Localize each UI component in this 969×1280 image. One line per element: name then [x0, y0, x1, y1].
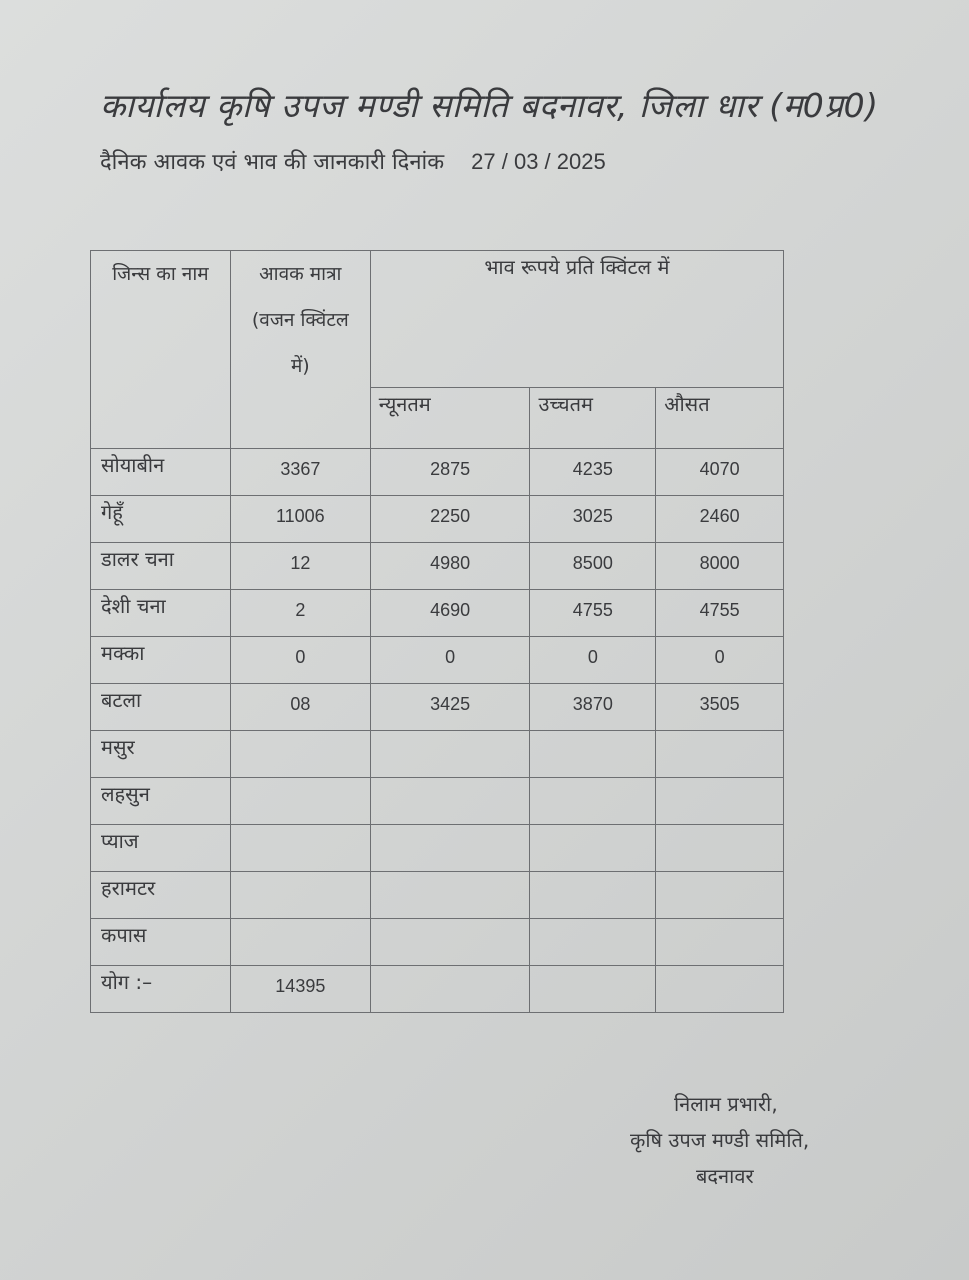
crop-name-cell: हरामटर	[91, 872, 231, 919]
avg-price-cell	[656, 825, 784, 872]
max-price-cell: 3025	[530, 496, 656, 543]
max-price-cell	[530, 966, 656, 1013]
crop-name-cell: प्याज	[91, 825, 231, 872]
crop-name-cell: कपास	[91, 919, 231, 966]
avg-price-cell	[656, 919, 784, 966]
arrival-cell: 14395	[230, 966, 370, 1013]
min-price-cell	[370, 731, 530, 778]
arrival-cell: 12	[230, 543, 370, 590]
max-price-header: उच्चतम	[530, 388, 656, 449]
crop-name-cell: मक्का	[91, 637, 231, 684]
table-row	[91, 684, 784, 731]
min-price-cell	[370, 919, 530, 966]
signature-block	[600, 1086, 900, 1194]
max-price-cell	[530, 731, 656, 778]
avg-price-cell: 8000	[656, 543, 784, 590]
rates-table	[90, 250, 784, 1013]
max-price-cell: 4755	[530, 590, 656, 637]
avg-price-cell: 2460	[656, 496, 784, 543]
crop-name-cell: देशी चना	[91, 590, 231, 637]
avg-price-cell	[656, 778, 784, 825]
avg-price-cell: 0	[656, 637, 784, 684]
table-row	[91, 543, 784, 590]
avg-price-cell: 4070	[656, 449, 784, 496]
max-price-cell	[530, 825, 656, 872]
price-header: भाव रूपये प्रति क्विंटल में	[370, 251, 783, 388]
crop-name-cell: सोयाबीन	[91, 449, 231, 496]
min-price-cell	[370, 872, 530, 919]
arrival-cell	[230, 919, 370, 966]
arrival-cell: 0	[230, 637, 370, 684]
arrival-header: आवक मात्रा (वजन क्विंटल में)	[230, 251, 370, 449]
avg-price-header: औसत	[656, 388, 784, 449]
table-row	[91, 966, 784, 1013]
max-price-cell: 4235	[530, 449, 656, 496]
avg-price-cell	[656, 731, 784, 778]
table-row	[91, 825, 784, 872]
signatory-place: बदनावर	[696, 1164, 754, 1188]
report-subtitle	[100, 146, 606, 176]
crop-name-cell: गेहूँ	[91, 496, 231, 543]
subtitle-text: दैनिक आवक एवं भाव की जानकारी दिनांक	[100, 150, 445, 175]
max-price-cell: 8500	[530, 543, 656, 590]
min-price-cell: 0	[370, 637, 530, 684]
min-price-cell: 4980	[370, 543, 530, 590]
arrival-cell: 11006	[230, 496, 370, 543]
avg-price-cell	[656, 966, 784, 1013]
signatory-office: कृषि उपज मण्डी समिति,	[630, 1128, 810, 1152]
arrival-cell	[230, 872, 370, 919]
table-row	[91, 872, 784, 919]
min-price-cell: 3425	[370, 684, 530, 731]
arrival-cell	[230, 731, 370, 778]
signatory-title: निलाम प्रभारी,	[674, 1092, 778, 1116]
crop-name-cell: योग :–	[91, 966, 231, 1013]
crop-name-cell: मसुर	[91, 731, 231, 778]
min-price-cell	[370, 778, 530, 825]
min-price-header: न्यूनतम	[370, 388, 530, 449]
arrival-cell: 08	[230, 684, 370, 731]
report-date: 27 / 03 / 2025	[471, 149, 606, 174]
min-price-cell: 4690	[370, 590, 530, 637]
table-row	[91, 919, 784, 966]
min-price-cell: 2250	[370, 496, 530, 543]
table-row	[91, 449, 784, 496]
arrival-cell	[230, 825, 370, 872]
table-row	[91, 778, 784, 825]
min-price-cell	[370, 825, 530, 872]
max-price-cell	[530, 919, 656, 966]
avg-price-cell: 3505	[656, 684, 784, 731]
crop-name-header: जिन्स का नाम	[91, 251, 231, 449]
crop-name-cell: बटला	[91, 684, 231, 731]
office-title: कार्यालय कृषि उपज मण्डी समिति बदनावर, जिला धार (म0प्र0)	[100, 86, 879, 125]
table-row	[91, 731, 784, 778]
table-row	[91, 496, 784, 543]
arrival-cell: 3367	[230, 449, 370, 496]
max-price-cell: 3870	[530, 684, 656, 731]
min-price-cell: 2875	[370, 449, 530, 496]
table-row	[91, 590, 784, 637]
max-price-cell	[530, 778, 656, 825]
min-price-cell	[370, 966, 530, 1013]
max-price-cell	[530, 872, 656, 919]
header-row	[91, 251, 784, 388]
arrival-cell: 2	[230, 590, 370, 637]
crop-name-cell: लहसुन	[91, 778, 231, 825]
arrival-cell	[230, 778, 370, 825]
avg-price-cell: 4755	[656, 590, 784, 637]
crop-name-cell: डालर चना	[91, 543, 231, 590]
avg-price-cell	[656, 872, 784, 919]
max-price-cell: 0	[530, 637, 656, 684]
table-row	[91, 637, 784, 684]
